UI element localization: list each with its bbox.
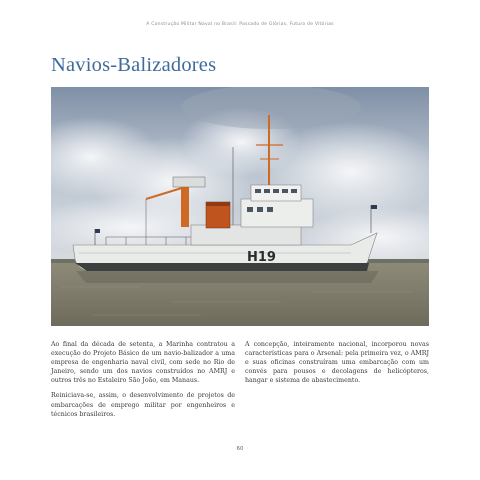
paragraph: Reiniciava-se, assim, o desenvolvimento de projetos de embarcações de emprego militar por engenheiros e técnicos brasileiros. xyxy=(51,392,235,418)
body-left-column xyxy=(51,340,235,425)
page-number: 60 xyxy=(236,446,244,452)
hull-number: H19 xyxy=(247,250,276,265)
page-title: Navios-Balizadores xyxy=(51,54,217,76)
ship-photo xyxy=(51,87,429,326)
paragraph: Ao final da década de setenta, a Marinha contratou a execução do Projeto Básico de um navio-balizador a uma empresa de engenharia naval civil, com sede no Rio de Janeiro, sendo um dos navios construídos no AMRJ e outros três no Estaleiro São João, em Manaus. xyxy=(51,341,235,385)
body-right-column xyxy=(245,340,429,391)
paragraph: A concepção, inteiramente nacional, incorporou novas características para o Arsenal: pela primeira vez, o AMRJ e suas oficinas construíram uma embarcação com um convés para pousos e decolagens de helicópteros, hangar e sistema de abastecimento. xyxy=(245,341,429,385)
running-header: A Construção Militar Naval no Brasil: Passado de Glórias, Futuro de Vitórias xyxy=(146,22,334,27)
